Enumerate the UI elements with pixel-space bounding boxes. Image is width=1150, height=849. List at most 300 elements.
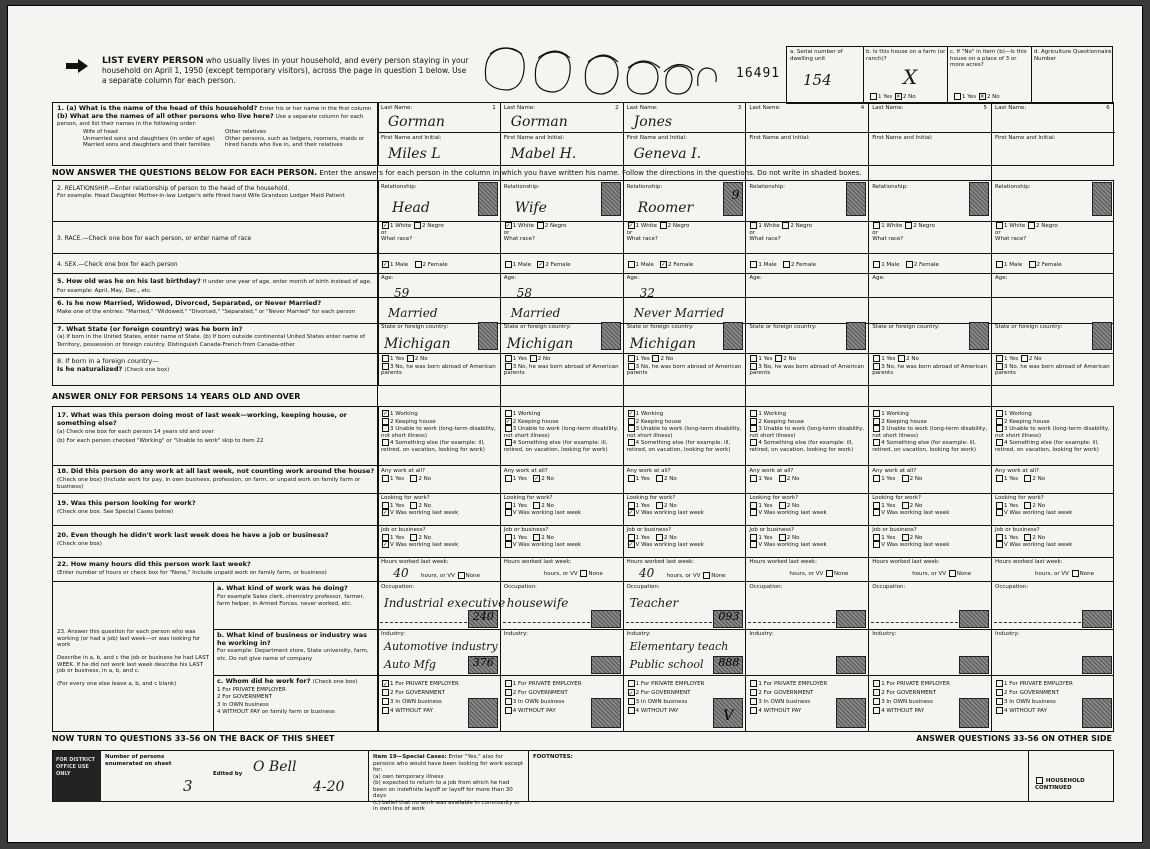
- number-persons-value[interactable]: 3: [183, 777, 193, 795]
- q18-yes-checkbox[interactable]: [382, 475, 389, 482]
- first-name-value[interactable]: Miles L: [388, 146, 441, 162]
- q17-option-checkbox[interactable]: [382, 418, 389, 425]
- industry-value-2[interactable]: Public school: [629, 658, 704, 671]
- q19-working-checkbox[interactable]: [505, 509, 512, 516]
- race-what-label: What race?: [995, 236, 1027, 242]
- acres-no-checkbox[interactable]: ✕: [979, 94, 985, 100]
- first-name-label: First Name and Initial:: [626, 135, 688, 141]
- q17-option-checkbox[interactable]: [750, 410, 757, 417]
- employer-checkbox[interactable]: [628, 680, 635, 687]
- q17-option-checkbox[interactable]: [750, 425, 757, 432]
- q17-option-checkbox[interactable]: [996, 425, 1003, 432]
- employer-label: 3 In OWN business: [881, 699, 933, 705]
- q17-options: [381, 410, 498, 453]
- employer-label: 2 For GOVERNMENT: [635, 690, 691, 696]
- employer-checkbox[interactable]: [750, 689, 757, 696]
- employer-label: 1 For PRIVATE EMPLOYER: [758, 681, 828, 687]
- occupation-value[interactable]: Industrial executive: [384, 596, 506, 610]
- q18-label: 18. Did this person do any work at all last week, not counting work around the house? (Check one box) (Include work for pay, in own business, profession, on farm, or unpaid work on family farm or business): [57, 467, 375, 490]
- naturalized-options: [872, 355, 989, 377]
- number-persons-label: Number of persons enumerated on sheet: [105, 754, 172, 767]
- relationship-value[interactable]: Roomer: [637, 200, 694, 216]
- banner1-title: NOW ANSWER THE QUESTIONS BELOW FOR EACH PERSON.: [52, 168, 318, 177]
- race-white-checkbox[interactable]: ✓: [505, 223, 511, 229]
- name-divider: [869, 132, 992, 133]
- sex-male-checkbox[interactable]: [996, 261, 1003, 268]
- employer-checkbox[interactable]: [628, 707, 635, 714]
- employer-checkbox[interactable]: [996, 698, 1003, 705]
- employer-checkbox[interactable]: [996, 680, 1003, 687]
- q20-working-checkbox[interactable]: ✓: [383, 542, 388, 548]
- q19-working-checkbox[interactable]: ✓: [383, 510, 388, 516]
- nat-abroad-checkbox[interactable]: [873, 363, 880, 370]
- q20-working-checkbox[interactable]: [996, 541, 1003, 548]
- race-white-checkbox[interactable]: ✓: [628, 223, 634, 229]
- q19-no-label: 2 No: [663, 502, 677, 509]
- q17-option-label: 2 Keeping house: [390, 418, 436, 425]
- q19-working-checkbox[interactable]: ✓: [628, 510, 634, 516]
- name-divider: [746, 132, 869, 133]
- q18-yes-label: 1 Yes: [512, 475, 527, 482]
- q17-option-label: 3 Unable to work (long-term disability, not short illness): [872, 426, 988, 439]
- industry-code-box: [1082, 656, 1112, 674]
- order-1: Wife of head: [83, 129, 118, 135]
- age-value[interactable]: 32: [639, 286, 655, 300]
- occupation-code-box: [959, 610, 989, 628]
- sex-male-label: 1 Male: [390, 262, 409, 268]
- age-value[interactable]: 58: [516, 286, 533, 300]
- employer-checkbox[interactable]: [873, 707, 880, 714]
- race-negro-checkbox[interactable]: [782, 222, 789, 229]
- employer-label: 4 WITHOUT PAY: [1004, 708, 1047, 714]
- race-or: or: [749, 229, 756, 236]
- q18-yes-checkbox[interactable]: [873, 475, 880, 482]
- q20-yes-checkbox[interactable]: [382, 534, 389, 541]
- q17-option-checkbox[interactable]: [505, 439, 512, 446]
- race-white-label: 1 White: [512, 223, 535, 229]
- race-negro-checkbox[interactable]: [905, 222, 912, 229]
- q6-label: 6. Is he now Married, Widowed, Divorced, Separated, or Never Married? Make one of the entries: "Married," "Widowed," "Divorced," "Separated," or "Never Married" for each person: [57, 299, 356, 315]
- q20-no-checkbox[interactable]: [410, 534, 417, 541]
- q19-yes-checkbox[interactable]: [873, 502, 880, 509]
- state-label: State or foreign country:: [872, 324, 940, 330]
- industry-label: Industry:: [995, 631, 1020, 637]
- employer-checkbox[interactable]: [505, 689, 512, 696]
- sheet-number: 16491: [736, 66, 781, 81]
- employer-checkbox[interactable]: [996, 689, 1003, 696]
- acres-yes-checkbox[interactable]: [954, 93, 961, 100]
- q19-no-label: 2 No: [909, 502, 923, 509]
- employer-checkbox[interactable]: ✓: [628, 691, 634, 697]
- employer-label: 4 WITHOUT PAY: [390, 708, 433, 714]
- employer-checkbox[interactable]: [996, 707, 1003, 714]
- age-label: Age:: [626, 275, 640, 281]
- sex-male-checkbox[interactable]: [628, 261, 635, 268]
- q20-yes-checkbox[interactable]: [628, 534, 635, 541]
- q19-yes-checkbox[interactable]: [750, 502, 757, 509]
- industry-value-2[interactable]: Auto Mfg: [384, 658, 436, 671]
- sex-male-checkbox[interactable]: [873, 261, 880, 268]
- acres-options: [953, 93, 1000, 101]
- name-divider: [624, 132, 747, 133]
- q17-option-label: 3 Unable to work (long-term disability, not short illness): [749, 426, 865, 439]
- q23-label: 23. Answer this question for each person who was working (or had a job) last week—or was looking for work Describe in a, b, and c the job or business he had LAST WEEK. If he did not work last week describe his LAST job or business, in a, b, and c. (For every one else leave a, b, and c blank): [57, 629, 209, 687]
- q18-no-checkbox[interactable]: [1024, 475, 1031, 482]
- marital-value[interactable]: Married: [388, 306, 438, 320]
- sex-female-checkbox[interactable]: [415, 261, 422, 268]
- occupation-dashline: [871, 622, 958, 623]
- race-white-checkbox[interactable]: [750, 222, 757, 229]
- q20-yes-checkbox[interactable]: [996, 534, 1003, 541]
- q19-options: [504, 495, 621, 517]
- nat-no-checkbox[interactable]: [530, 355, 537, 362]
- q5-label: 5. How old was he on his last birthday? If under one year of age, enter month of birth instead of age. For example: April, May, Dec., etc.: [57, 277, 372, 294]
- race-negro-checkbox[interactable]: [1028, 222, 1035, 229]
- q18-yes-label: 1 Yes: [758, 475, 773, 482]
- last-name-value[interactable]: Gorman: [388, 114, 445, 130]
- employer-checkbox[interactable]: [750, 698, 757, 705]
- marital-value[interactable]: Married: [510, 306, 561, 320]
- state-value[interactable]: Michigan: [506, 336, 574, 352]
- employer-options: [995, 680, 1082, 716]
- acres-no-label: 2 No: [986, 94, 1000, 100]
- employer-checkbox[interactable]: [505, 680, 512, 687]
- sex-male-checkbox[interactable]: ✓: [383, 262, 388, 268]
- race-negro-label: 2 Negro: [422, 223, 444, 229]
- nat-yes-checkbox[interactable]: [505, 355, 512, 362]
- q17-option-checkbox[interactable]: [628, 439, 635, 446]
- q18-no-checkbox[interactable]: [656, 475, 663, 482]
- q17-option-checkbox[interactable]: [873, 439, 880, 446]
- nat-yes-label: 1 Yes: [1004, 356, 1019, 362]
- hours-value[interactable]: 40: [393, 566, 409, 580]
- q20-working-checkbox[interactable]: [505, 541, 512, 548]
- employer-label: 3 In OWN business: [758, 699, 811, 705]
- relationship-value[interactable]: Head: [392, 200, 430, 216]
- q7-label: 7. What State (or foreign country) was he born in? (a) If born in the United States, enter name of State. (b) If born outside continental United States enter name of Territory, possession or foreign country. Distinguish Canada-French from Canada-other: [57, 325, 366, 348]
- order-2: Unmarried sons and daughters (in order of age): [83, 135, 215, 142]
- q17-option-label: 1 Working: [512, 411, 541, 417]
- q18-no-checkbox[interactable]: [410, 475, 417, 482]
- nat-yes-checkbox[interactable]: [382, 355, 389, 362]
- relationship-label: Relationship:: [872, 184, 908, 190]
- hours-none-checkbox[interactable]: [826, 570, 833, 577]
- q17-option-checkbox[interactable]: [996, 418, 1003, 425]
- nat-yes-checkbox[interactable]: [873, 355, 880, 362]
- q19-working-checkbox[interactable]: [873, 509, 880, 516]
- occupation-value[interactable]: housewife: [506, 596, 569, 610]
- q17-option-checkbox[interactable]: [628, 418, 635, 425]
- nat-abroad-checkbox[interactable]: [996, 363, 1003, 370]
- employer-checkbox[interactable]: [750, 707, 757, 714]
- employer-label: 4 WITHOUT PAY: [635, 708, 679, 714]
- employer-code-box: [1082, 698, 1112, 728]
- race-white-checkbox[interactable]: [996, 222, 1003, 229]
- q19-yes-checkbox[interactable]: [996, 502, 1003, 509]
- nat-no-label: 2 No: [783, 356, 797, 362]
- q18-yes-checkbox[interactable]: [505, 475, 512, 482]
- q19-working-checkbox[interactable]: [750, 509, 757, 516]
- q17-option-checkbox[interactable]: [505, 410, 512, 417]
- q19-no-checkbox[interactable]: [656, 502, 663, 509]
- q19-no-checkbox[interactable]: [779, 502, 786, 509]
- nat-no-checkbox[interactable]: [898, 355, 905, 362]
- last-name-value[interactable]: Gorman: [510, 114, 568, 130]
- q17-option-checkbox[interactable]: [873, 418, 880, 425]
- employer-checkbox[interactable]: [628, 698, 635, 705]
- q17-option-checkbox[interactable]: ✓: [505, 418, 511, 425]
- q20-options: [504, 527, 621, 549]
- sex-female-checkbox[interactable]: ✓: [538, 262, 543, 268]
- q17-option-checkbox[interactable]: [628, 425, 635, 432]
- relationship-value[interactable]: Wife: [514, 200, 547, 216]
- q17-option-label: 1 Working: [758, 411, 787, 417]
- q20-working-checkbox[interactable]: [873, 541, 880, 548]
- q20-no-checkbox[interactable]: [902, 534, 909, 541]
- naturalized-options: [995, 355, 1112, 377]
- q20-options: [872, 527, 989, 549]
- nat-no-checkbox[interactable]: [652, 355, 659, 362]
- hours-value[interactable]: 40: [638, 566, 655, 580]
- q18-options: [381, 468, 498, 482]
- footnotes-label: FOOTNOTES:: [533, 754, 573, 760]
- job-label: Job or business?: [381, 527, 426, 533]
- employer-checkbox[interactable]: [750, 680, 757, 687]
- nat-yes-checkbox[interactable]: [750, 355, 757, 362]
- hours-none-checkbox[interactable]: [1072, 570, 1079, 577]
- hours-none-label: None: [711, 573, 726, 579]
- q19-no-checkbox[interactable]: [410, 502, 417, 509]
- sex-options: [627, 261, 694, 269]
- q20-yes-checkbox[interactable]: [750, 534, 757, 541]
- q19-no-checkbox[interactable]: [902, 502, 909, 509]
- nat-abroad-label: 3 No, he was born abroad of American parents: [995, 363, 1110, 376]
- q22-label: 22. How many hours did this person work last week? (Enter number of hours or check box for "None," Include unpaid work on family farm, or business): [57, 560, 327, 576]
- state-value[interactable]: Michigan: [629, 336, 697, 352]
- q17-option-checkbox[interactable]: [996, 410, 1003, 417]
- employer-checkbox[interactable]: [873, 698, 880, 705]
- farm-no-checkbox[interactable]: ✕: [895, 94, 901, 100]
- employer-label: 1 For PRIVATE EMPLOYER: [1004, 681, 1073, 687]
- sex-male-checkbox[interactable]: [505, 261, 512, 268]
- q17-option-checkbox[interactable]: [873, 410, 880, 417]
- q17-option-label: 2 Keeping house: [635, 418, 682, 425]
- nat-no-checkbox[interactable]: [407, 355, 414, 362]
- employer-label: 2 For GOVERNMENT: [1004, 690, 1059, 696]
- employer-checkbox[interactable]: [505, 707, 512, 714]
- age-value[interactable]: 59: [394, 286, 410, 300]
- sex-female-checkbox[interactable]: [783, 261, 790, 268]
- hours-label: Hours worked last week:: [872, 559, 940, 565]
- q17-option-label: 3 Unable to work (long-term disability, not short illness): [381, 426, 496, 439]
- q20-no-checkbox[interactable]: [779, 534, 786, 541]
- sex-female-checkbox[interactable]: ✓: [661, 262, 666, 268]
- sex-male-label: 1 Male: [758, 262, 777, 268]
- arrow-icon: [66, 58, 88, 72]
- sex-male-checkbox[interactable]: [750, 261, 757, 268]
- q18-options: [749, 468, 866, 482]
- q17-option-checkbox[interactable]: [505, 425, 512, 432]
- q19-yes-checkbox[interactable]: [505, 502, 512, 509]
- nat-abroad-checkbox[interactable]: [382, 363, 389, 370]
- q17-option-label: 2 Keeping house: [881, 418, 927, 425]
- q18-yes-checkbox[interactable]: [996, 475, 1003, 482]
- job-label: Job or business?: [995, 527, 1040, 533]
- employer-checkbox[interactable]: [382, 698, 389, 705]
- nat-yes-checkbox[interactable]: [996, 355, 1003, 362]
- q18-no-checkbox[interactable]: [779, 475, 786, 482]
- employer-label: 4 WITHOUT PAY: [512, 708, 556, 714]
- banner-14-years: ANSWER ONLY FOR PERSONS 14 YEARS OLD AND OVER: [52, 392, 301, 401]
- q19-no-checkbox[interactable]: [1024, 502, 1031, 509]
- q17-option-checkbox[interactable]: [382, 439, 389, 446]
- race-white-checkbox[interactable]: ✓: [383, 223, 388, 229]
- hours-none-checkbox[interactable]: [580, 570, 587, 577]
- q17-option-checkbox[interactable]: [873, 425, 880, 432]
- employer-checkbox[interactable]: [873, 689, 880, 696]
- age-label: Age:: [872, 275, 885, 281]
- q17-option-checkbox[interactable]: [996, 439, 1003, 446]
- hours-unit: hours, or VV: [666, 573, 701, 579]
- q1a-text: 1. (a) What is the name of the head of this household?: [57, 104, 258, 112]
- q19-options: [381, 495, 498, 517]
- q19-options: [749, 495, 866, 517]
- q23a-label: a. What kind of work was he doing? For example Sales clerk, chemistry professor, farmer, farm helper, in Armed Forces, never worked, etc.: [217, 584, 365, 607]
- q20-yes-checkbox[interactable]: [873, 534, 880, 541]
- q19-no-checkbox[interactable]: [533, 502, 540, 509]
- district-office-label: FOR DISTRICT OFFICE USE ONLY: [53, 751, 101, 802]
- name-divider: [501, 132, 624, 133]
- industry-value[interactable]: Elementary teach: [629, 640, 729, 653]
- q18-no-label: 2 No: [786, 475, 800, 482]
- race-options: [627, 222, 744, 243]
- last-name-label: Last Name:: [626, 105, 658, 111]
- q19-working-checkbox[interactable]: [996, 509, 1003, 516]
- hours-unit: hours, or VV: [912, 571, 947, 577]
- q19-yes-checkbox[interactable]: [628, 502, 635, 509]
- serial-value[interactable]: 154: [803, 71, 832, 89]
- race-negro-checkbox[interactable]: [414, 222, 421, 229]
- q18-no-checkbox[interactable]: [902, 475, 909, 482]
- naturalized-options: [381, 355, 498, 377]
- race-or: or: [626, 229, 633, 236]
- q20-yes-checkbox[interactable]: [505, 534, 512, 541]
- first-name-value[interactable]: Mabel H.: [510, 146, 577, 162]
- q19-working-label: V Was working last week: [758, 510, 827, 516]
- nat-no-label: 2 No: [1028, 356, 1042, 362]
- household-continued-checkbox[interactable]: [1036, 777, 1043, 784]
- q20-working-checkbox[interactable]: ✓: [628, 542, 634, 548]
- race-or: or: [872, 229, 878, 236]
- q17-option-checkbox[interactable]: ✓: [628, 411, 634, 417]
- marital-value[interactable]: Never Married: [633, 306, 725, 320]
- race-white-checkbox[interactable]: [873, 222, 880, 229]
- q20-no-checkbox[interactable]: [656, 534, 663, 541]
- age-label: Age:: [503, 275, 517, 281]
- q18-no-checkbox[interactable]: ✓: [534, 475, 539, 482]
- sex-female-checkbox[interactable]: [906, 261, 913, 268]
- employer-checkbox[interactable]: [382, 689, 389, 696]
- q17-option-checkbox[interactable]: ✓: [383, 411, 388, 417]
- nat-abroad-checkbox[interactable]: [750, 363, 757, 370]
- race-or: or: [381, 229, 387, 236]
- industry-label: Industry:: [381, 631, 406, 637]
- employer-label: 2 For GOVERNMENT: [512, 690, 568, 696]
- farm-yes-checkbox[interactable]: [870, 93, 877, 100]
- first-name-value[interactable]: Geneva I.: [633, 146, 702, 162]
- race-negro-checkbox[interactable]: [537, 222, 544, 229]
- edited-date[interactable]: 4-20: [313, 779, 345, 795]
- q19-yes-checkbox[interactable]: [382, 502, 389, 509]
- q18-yes-checkbox[interactable]: [750, 475, 757, 482]
- hours-none-checkbox[interactable]: [949, 570, 956, 577]
- employer-code-box: [591, 698, 621, 728]
- q18-yes-label: 1 Yes: [1004, 475, 1019, 482]
- state-value[interactable]: Michigan: [384, 336, 451, 352]
- employer-label: 3 In OWN business: [635, 699, 688, 705]
- edited-by-value[interactable]: O Bell: [253, 759, 297, 775]
- q23b-label: b. What kind of business or industry was he working in? For example: Department store, State university, farm, etc. Do not give name of company: [217, 631, 369, 662]
- q17-option-checkbox[interactable]: [750, 439, 757, 446]
- last-name-value[interactable]: Jones: [633, 114, 673, 130]
- name-divider: [992, 132, 1115, 133]
- race-what-label: What race?: [872, 236, 904, 242]
- person-number: 2: [615, 105, 619, 111]
- q20-no-checkbox[interactable]: [533, 534, 540, 541]
- employer-checkbox[interactable]: ✓: [383, 682, 388, 688]
- employer-label: 2 For GOVERNMENT: [881, 690, 937, 696]
- occupation-value[interactable]: Teacher: [629, 596, 679, 610]
- sex-female-checkbox[interactable]: [1029, 261, 1036, 268]
- employer-checkbox[interactable]: [873, 680, 880, 687]
- employer-checkbox[interactable]: [382, 707, 389, 714]
- naturalized-options: [627, 355, 744, 377]
- nat-no-checkbox[interactable]: [1021, 355, 1028, 362]
- q20-working-checkbox[interactable]: [750, 541, 757, 548]
- occupation-dashline: [748, 622, 835, 623]
- hours-none-checkbox[interactable]: [458, 572, 465, 579]
- q18-yes-label: 1 Yes: [390, 475, 405, 482]
- farm-x-mark: X: [903, 65, 918, 89]
- person-column-3: [623, 102, 746, 732]
- q2-label: 2. RELATIONSHIP.—Enter relationship of person to the head of the household. For example: Head Daughter Mother-in-law Lodger's wife Hired hand Wife Grandson Lodger Maid Patient: [57, 185, 345, 199]
- q18-yes-checkbox[interactable]: [628, 475, 635, 482]
- hours-label: Hours worked last week:: [626, 559, 695, 565]
- hours-none-label: None: [1079, 571, 1094, 577]
- q17-option-checkbox[interactable]: [382, 425, 389, 432]
- nat-abroad-checkbox[interactable]: [505, 363, 512, 370]
- nat-yes-checkbox[interactable]: [628, 355, 635, 362]
- nat-no-label: 2 No: [414, 356, 428, 362]
- q19-no-label: 2 No: [786, 502, 800, 509]
- q17-option-checkbox[interactable]: [750, 418, 757, 425]
- industry-label: Industry:: [503, 631, 528, 637]
- q20-no-label: 2 No: [909, 534, 923, 541]
- sex-options: [872, 261, 939, 269]
- nat-abroad-label: 3 No, he was born abroad of American parents: [872, 363, 987, 376]
- nat-abroad-checkbox[interactable]: [628, 363, 635, 370]
- race-negro-checkbox[interactable]: [660, 222, 667, 229]
- hours-none-checkbox[interactable]: [703, 572, 710, 579]
- shaded-state-box: [969, 322, 989, 350]
- employer-checkbox[interactable]: [505, 698, 512, 705]
- q17-option-label: 2 Keeping house: [758, 418, 805, 425]
- employer-options: [872, 680, 959, 716]
- employer-label: 3 In OWN business: [390, 699, 442, 705]
- q20-no-checkbox[interactable]: [1024, 534, 1031, 541]
- nat-no-checkbox[interactable]: [775, 355, 782, 362]
- industry-value[interactable]: Automotive industry: [384, 640, 498, 653]
